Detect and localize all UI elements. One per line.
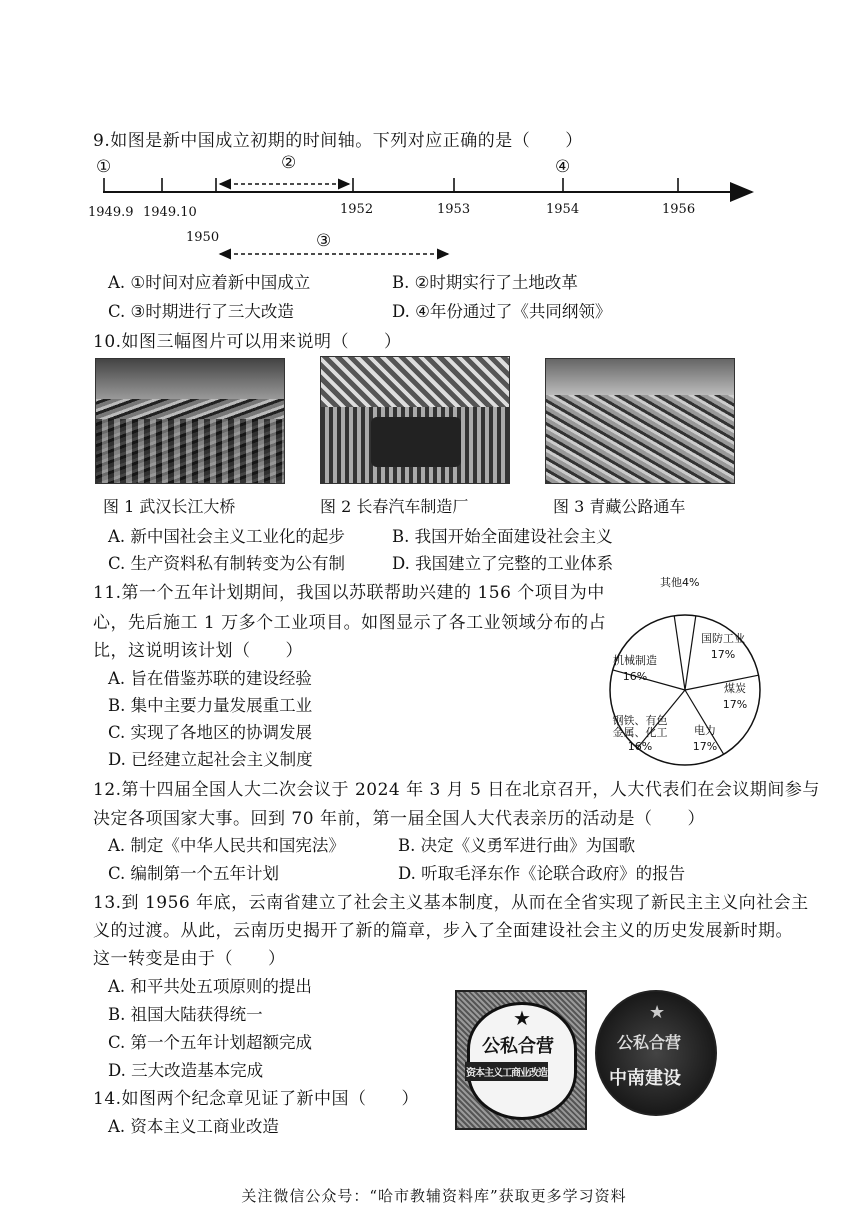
- pie-slice-value: 16%: [627, 740, 653, 753]
- pie-slice-name: 煤炭: [724, 682, 746, 695]
- q12-option-c: C. 编制第一个五年计划: [108, 864, 280, 883]
- q12-option-a: A. 制定《中华人民共和国宪法》: [108, 836, 345, 855]
- commemorative-badge-square: [455, 990, 587, 1130]
- pie-slice-value: 17%: [722, 698, 748, 711]
- tick-label: 1952: [340, 202, 374, 217]
- timeline-mark-4: ④: [555, 157, 571, 177]
- tick-label: 1956: [662, 202, 696, 217]
- q9-option-d: D. ④年份通过了《共同纲领》: [392, 302, 612, 321]
- q12-option-d: D. 听取毛泽东作《论联合政府》的报告: [398, 864, 686, 883]
- q13-option-c: C. 第一个五年计划超额完成: [108, 1033, 313, 1052]
- star-icon: ★: [513, 1006, 531, 1030]
- pie-slice-value: 16%: [622, 670, 648, 683]
- q11-option-c: C. 实现了各地区的协调发展: [108, 723, 313, 742]
- q13-option-d: D. 三大改造基本完成: [108, 1061, 264, 1080]
- span3-start-label: 1950: [186, 230, 220, 245]
- tick-label: 1953: [437, 202, 471, 217]
- q11-stem-line: 比，这说明该计划（ ）: [93, 641, 303, 661]
- tick-label: 1954: [546, 202, 580, 217]
- q9-option-b: B. ②时期实行了土地改革: [392, 273, 578, 292]
- photo-caption-2: 图 2 长春汽车制造厂: [320, 497, 469, 516]
- timeline-mark-2: ②: [281, 153, 297, 173]
- q11-option-d: D. 已经建立起社会主义制度: [108, 750, 313, 769]
- q11-option-a: A. 旨在借鉴苏联的建设经验: [108, 669, 312, 688]
- footer-note: 关注微信公众号：“哈市教辅资料库”获取更多学习资料: [241, 1187, 627, 1205]
- seal1-line2: 资本主义工商业改造: [465, 1062, 548, 1081]
- seal2-line1: 公私合营: [617, 1033, 682, 1052]
- q13-stem-line: 义的过渡。从此，云南历史揭开了新的篇章，步入了全面建设社会主义的历史发展新时期。: [93, 921, 793, 941]
- q10-option-b: B. 我国开始全面建设社会主义: [392, 527, 613, 546]
- pie-slice-name: 机械制造: [613, 654, 657, 667]
- pie-slice-value: 17%: [692, 740, 718, 753]
- q12-stem-line: 决定各项国家大事。回到 70 年前，第一届全国人大代表亲历的活动是（ ）: [93, 809, 705, 829]
- photo-qinghai-tibet-road: [545, 358, 735, 484]
- star-icon: ★: [649, 1002, 666, 1023]
- timeline-mark-3: ③: [316, 231, 332, 251]
- photo-caption-1: 图 1 武汉长江大桥: [103, 497, 236, 516]
- pie-slice-label: 其他4%: [660, 576, 700, 589]
- seal2-line2: 中南建设: [609, 1068, 681, 1089]
- q9-option-c: C. ③时期进行了三大改造: [108, 302, 294, 321]
- photo-caption-3: 图 3 青藏公路通车: [553, 497, 686, 516]
- pie-slice-name: 钢铁、有色: [612, 714, 668, 727]
- q10-option-c: C. 生产资料私有制转变为公有制: [108, 554, 346, 573]
- photo-changchun-factory: [320, 356, 510, 484]
- q12-option-b: B. 决定《义勇军进行曲》为国歌: [398, 836, 636, 855]
- q11-stem-line: 心，先后施工 1 万多个工业项目。如图显示了各工业领域分布的占: [93, 613, 607, 633]
- pie-slice-name: 国防工业: [701, 632, 745, 645]
- tick-label: 1949.9: [88, 205, 134, 220]
- pie-slice-name: 电力: [694, 724, 716, 737]
- q9-stem: 9.如图是新中国成立初期的时间轴。下列对应正确的是（ ）: [93, 131, 583, 151]
- pie-slice-name: 金属、化工: [612, 726, 668, 739]
- q10-option-a: A. 新中国社会主义工业化的起步: [108, 527, 345, 546]
- q10-option-d: D. 我国建立了完整的工业体系: [392, 554, 614, 573]
- q13-stem-line: 13.到 1956 年底，云南省建立了社会主义基本制度，从而在全省实现了新民主主义向社会主: [93, 893, 809, 913]
- timeline-mark-1: ①: [96, 157, 112, 177]
- tick-label: 1949.10: [143, 205, 197, 220]
- q9-option-a: A. ①时间对应着新中国成立: [108, 273, 311, 292]
- q13-option-a: A. 和平共处五项原则的提出: [108, 977, 312, 996]
- q13-stem-line: 这一转变是由于（ ）: [93, 949, 286, 969]
- q14-option-a: A. 资本主义工商业改造: [108, 1117, 279, 1136]
- q11-stem-line: 11.第一个五年计划期间，我国以苏联帮助兴建的 156 个项目为中: [93, 583, 605, 603]
- photo-wuhan-bridge: [95, 358, 285, 484]
- q14-stem: 14.如图两个纪念章见证了新中国（ ）: [93, 1089, 420, 1109]
- q10-stem: 10.如图三幅图片可以用来说明（ ）: [93, 332, 402, 352]
- commemorative-badge-round: [595, 990, 717, 1116]
- pie-slice-value: 17%: [710, 648, 736, 661]
- industry-pie-chart: [590, 570, 780, 770]
- q12-stem-line: 12.第十四届全国人大二次会议于 2024 年 3 月 5 日在北京召开，人大代表们在会议期间参与: [93, 780, 820, 800]
- seal1-line1: 公私合营: [482, 1036, 554, 1057]
- q11-option-b: B. 集中主要力量发展重工业: [108, 696, 313, 715]
- q13-option-b: B. 祖国大陆获得统一: [108, 1005, 263, 1024]
